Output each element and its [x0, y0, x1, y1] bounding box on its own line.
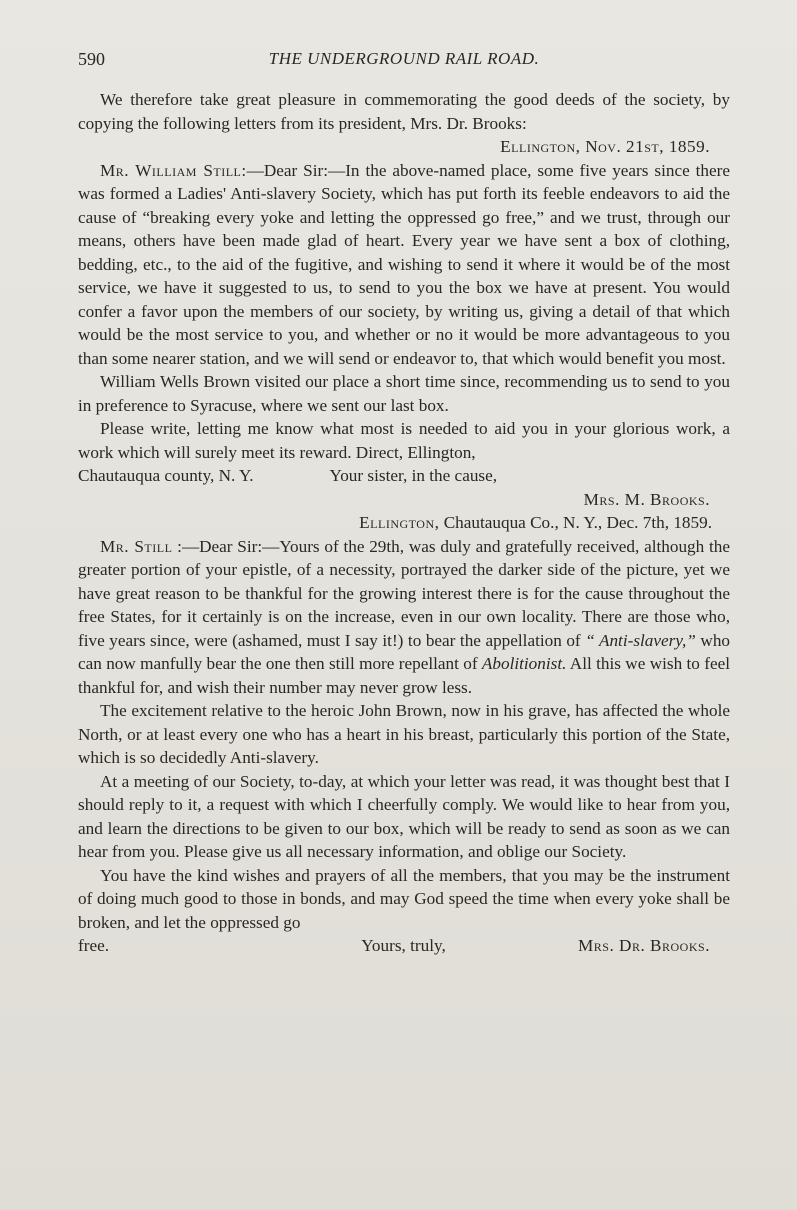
- letter2-paragraph-1-text-b: who can now manfully bear the one then still more repellant of: [78, 630, 731, 673]
- letter1-closing-row: [78, 464, 730, 488]
- letter1-paragraph-3: Please write, letting me know what most is needed to aid you in your glorious work, a work which will surely meet its reward. Direct, Ellington,: [78, 419, 730, 462]
- letter2-paragraph-2: The excitement relative to the heroic John Brown, now in his grave, has affected the whole North, or at least every one who has a heart in his breast, particularly this portion of the State, which is so decidedly Anti-slavery.: [78, 701, 730, 767]
- letter2-signature: Mrs. Dr. Brooks.: [577, 936, 710, 955]
- letter1-dateline: Ellington, Nov. 21st, 1859.: [500, 137, 710, 156]
- letter1-closing: Your sister, in the cause,: [329, 466, 498, 485]
- letter2-salutation: Mr. Still: [100, 536, 173, 556]
- letter2-paragraph-3: At a meeting of our Society, to-day, at which your letter was read, it was thought best that I should reply to it, a request with which I cheerfully comply. We would like to hear from you, and learn the directions to be given to our box, which will be ready to send as soon as we can hear from you. Please give us all necessary information, and oblige our Society.: [78, 771, 730, 861]
- letter2-paragraph-4: You have the kind wishes and prayers of all the members, that you may be the instrument of doing much good to those in bonds, and may God speed the time when every yoke shall be broken, and let the oppressed go: [78, 865, 730, 932]
- intro-paragraph: We therefore take great pleasure in commemorating the good deeds of the society, by copying the following letters from its president, Mrs. Dr. Brooks:: [78, 90, 730, 133]
- letter2-paragraph-1: [78, 535, 730, 700]
- running-title: THE UNDERGROUND RAIL ROAD.: [268, 49, 540, 68]
- abolitionist-term: Abolitionist.: [481, 654, 567, 673]
- letter2-paragraph-1-text-c: All this we wish to feel thankful for, and wish their number may never grow less.: [78, 654, 730, 697]
- letter1-paragraph-2: William Wells Brown visited our place a short time since, recommending us to send to you in preference to Syracuse, where we sent our last box.: [78, 372, 730, 415]
- page-header: [78, 49, 730, 77]
- letter2-closing: Yours, truly,: [361, 936, 446, 955]
- letter2-dateline-rest: Chautauqua Co., N. Y., Dec. 7th, 1859.: [443, 513, 712, 532]
- letter1-paragraph-3-end: Chautauqua county, N. Y.: [78, 466, 254, 485]
- anti-slavery-term: “ Anti-slavery,”: [585, 630, 696, 650]
- letter1-salutation: Mr. William Still:: [100, 160, 247, 180]
- page-number: 590: [78, 49, 105, 69]
- letter1-signature: Mrs. M. Brooks.: [583, 489, 710, 509]
- letter2-paragraph-1-text-a: :—Dear Sir:—Yours of the 29th, was duly and gratefully received, although the greater portion of your epistle, of a necessity, portrayed the darker side of the picture, yet we have great reason to be thankful for the growing interest there is for the cause throughout the free States, for it certainly is on the increase, even in our own locality. There are those who, five years since, were (ashamed, must I say it!) to bear the appellation of: [78, 536, 730, 650]
- letter1-paragraph-1: [78, 159, 730, 371]
- letter2-dateline-place: Ellington,: [359, 513, 440, 532]
- letter1-paragraph-1-text: —Dear Sir:—In the above-named place, some five years since there was formed a Ladies' Anti-slavery Society, which has put forth its feeble endeavors to aid the cause of “breaking every yoke and letting the oppressed go free,” and we trust, through our means, others have been made glad of heart. Every year we have sent a box of clothing, bedding, etc., to the aid of the fugitive, and wishing to send it where it would be of the most service, we have it suggested to us, to send to you the box we have at present. You would confer a favor upon the members of our society, by writing us, giving a detail of that which would be the most service to you, and whether or no it would be more advantageous to you than some nearer station, and we will send or endeavor to, that which would benefit you most.: [78, 160, 730, 368]
- page-body: [78, 88, 730, 958]
- letter2-closing-row: [78, 934, 730, 958]
- letter2-dateline: [78, 511, 730, 535]
- letter2-paragraph-4-end: free.: [78, 936, 110, 955]
